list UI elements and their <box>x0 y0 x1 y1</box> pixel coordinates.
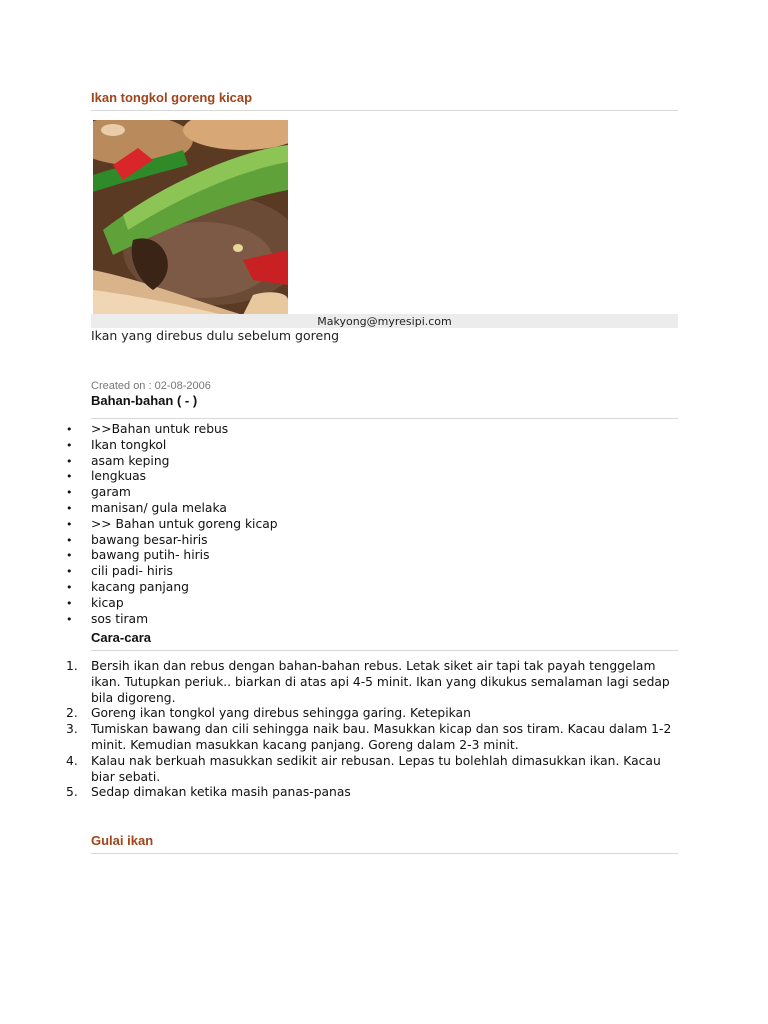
list-item: • >> Bahan untuk goreng kicap <box>0 517 700 533</box>
step-number: 4. <box>66 753 78 768</box>
list-item: • asam keping <box>0 454 700 470</box>
recipe-title[interactable]: Ikan tongkol goreng kicap <box>91 90 253 105</box>
title-divider <box>91 110 678 111</box>
step-item <box>0 659 680 706</box>
step-text: Goreng ikan tongkol yang direbus sehingga garing. Ketepikan <box>91 706 471 721</box>
method-heading: Cara-cara <box>91 630 151 645</box>
step-item <box>0 706 680 722</box>
step-text: Tumiskan bawang dan cili sehingga naik bau. Masukkan kicap dan sos tiram. Kacau dalam 1-2 minit. Kemudian masukkan kacang panjang. Goreng dalam 2-3 minit. <box>91 722 672 752</box>
list-item: • kicap <box>0 596 700 612</box>
recipe-title-2[interactable]: Gulai ikan <box>91 833 154 848</box>
steps-list <box>0 659 680 801</box>
recipe-intro: Ikan yang direbus dulu sebelum goreng <box>91 328 340 343</box>
ingredients-list <box>0 422 700 627</box>
step-text: Kalau nak berkuah masukkan sedikit air rebusan. Lepas tu bolehlah dimasukkan ikan. Kacau biar sebati. <box>91 753 661 784</box>
recipe-photo <box>93 120 288 315</box>
step-item <box>0 754 680 786</box>
step-item <box>0 785 680 801</box>
method-divider <box>91 650 678 651</box>
created-date: Created on : 02-08-2006 <box>91 380 211 392</box>
title-divider-2 <box>91 853 678 854</box>
step-item <box>0 722 680 754</box>
list-item: • garam <box>0 485 700 501</box>
list-item: • manisan/ gula melaka <box>0 501 700 517</box>
list-item: • Ikan tongkol <box>0 438 700 454</box>
step-number: 2. <box>66 706 78 721</box>
ingredients-heading: Bahan-bahan ( - ) <box>91 393 198 408</box>
ingredients-divider <box>91 418 678 419</box>
step-number: 3. <box>66 722 78 737</box>
image-caption: Makyong@myresipi.com <box>91 314 678 328</box>
list-item: • lengkuas <box>0 469 700 485</box>
list-item: • kacang panjang <box>0 580 700 596</box>
step-number: 5. <box>66 785 78 800</box>
list-item: • >>Bahan untuk rebus <box>0 422 700 438</box>
list-item: • sos tiram <box>0 612 700 628</box>
list-item: • cili padi- hiris <box>0 564 700 580</box>
list-item: • bawang besar-hiris <box>0 533 700 549</box>
step-text: Sedap dimakan ketika masih panas-panas <box>91 785 351 800</box>
step-number: 1. <box>66 659 78 673</box>
list-item: • bawang putih- hiris <box>0 548 700 564</box>
step-text: Bersih ikan dan rebus dengan bahan-bahan rebus. Letak siket air tapi tak payah tenggelam ikan. Tutupkan periuk.. biarkan di atas api 4-5 minit. Ikan yang dikukus semalaman lagi sedap bila digoreng. <box>91 659 670 705</box>
